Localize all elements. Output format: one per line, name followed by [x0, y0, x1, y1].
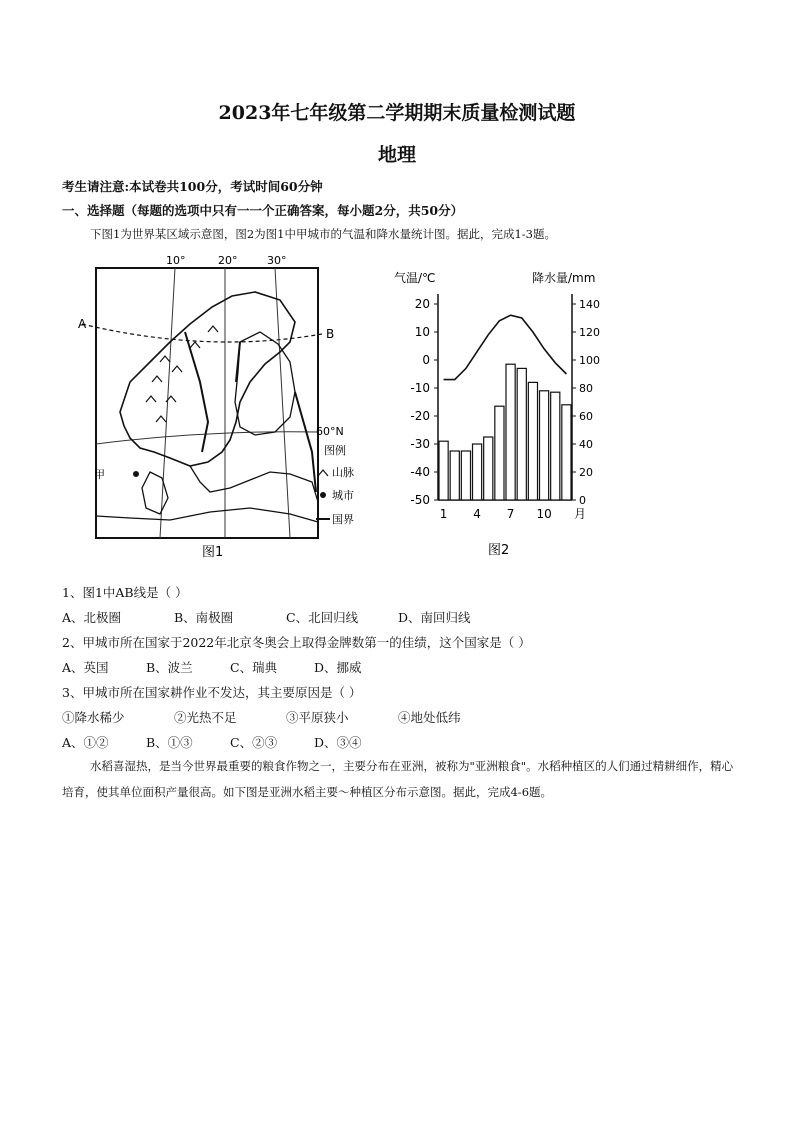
denmark-outline [142, 472, 168, 514]
legend-border-label: 国界 [332, 513, 354, 526]
temp-tick-label: 0 [422, 353, 430, 367]
q3-statement-4: ④地处低纬 [398, 710, 461, 725]
temp-tick-label: -50 [410, 493, 430, 507]
question-1-options [62, 608, 471, 626]
scandinavia-coast [120, 292, 295, 466]
lon-label-20: 20° [218, 254, 238, 267]
ab-line [82, 324, 322, 342]
month-tick-label: 7 [506, 507, 515, 521]
map-frame [96, 268, 318, 538]
precip-bar [461, 451, 470, 500]
exam-title: 2023年七年级第二学期期末质量检测试题 [218, 102, 576, 124]
precip-tick-label: 20 [579, 466, 593, 479]
baltic-coast [190, 466, 318, 502]
figure2-caption: 图2 [488, 543, 510, 558]
exam-notice: 考生请注意:本试卷共100分，考试时间60分钟 [62, 179, 323, 194]
precip-bar [551, 392, 560, 500]
question-2-options [62, 658, 362, 676]
figure1-caption: 图1 [202, 545, 224, 560]
temp-tick-label: -20 [410, 409, 430, 423]
lat-label-60n: 60°N [316, 425, 344, 438]
legend-city-icon [320, 492, 326, 498]
legend-title: 图例 [324, 444, 346, 457]
label-a: A [78, 317, 87, 331]
temp-axis-label: 气温/℃ [394, 271, 436, 285]
temp-tick-label: -40 [410, 465, 430, 479]
precip-bar [506, 364, 515, 500]
precip-bar [495, 406, 504, 500]
section-intro: 下图1为世界某区域示意图，图2为图1中甲城市的气温和降水量统计图。据此，完成1-3题。 [90, 227, 556, 241]
question-2-stem: 2、甲城市所在国家于2022年北京冬奥会上取得金牌数第一的佳绩，这个国家是（ ） [62, 635, 531, 650]
rice-passage: 水稻喜湿热，是当今世界最重要的粮食作物之一，主要分布在亚洲，被称为"亚洲粮食"。水稻种植区的人们通过精耕细作，精心培育，使其单位面积产量很高。如下图是亚洲水稻主要～种植区分布示意图。据此，完成4-6题。 [62, 759, 734, 799]
legend-city-label: 城市 [332, 489, 354, 502]
temp-tick-label: 20 [414, 297, 430, 311]
precip-bar [484, 437, 493, 500]
precip-tick-label: 140 [579, 298, 600, 311]
precip-bar [528, 382, 537, 500]
q1-option-b[interactable]: B、南极圈 [174, 610, 234, 625]
finland-outline [235, 332, 295, 435]
question-3-options [62, 733, 362, 751]
precip-bar [562, 405, 571, 500]
precip-tick-label: 60 [579, 410, 593, 423]
city-jia-label: 甲 [94, 468, 105, 481]
figure1-map [78, 252, 390, 562]
precip-bar [540, 391, 549, 500]
precip-bar [517, 368, 526, 500]
legend-mountain-icon [318, 470, 328, 476]
question-3-statements [62, 708, 461, 726]
meridian-30 [275, 268, 290, 538]
precip-tick-label: 40 [579, 438, 593, 451]
q3-statement-1: ①降水稀少 [62, 710, 125, 725]
lon-label-30: 30° [267, 254, 287, 267]
precip-bar [473, 444, 482, 500]
temp-tick-label: 10 [414, 325, 430, 339]
month-tick-label: 4 [473, 507, 481, 521]
q1-option-c[interactable]: C、北回归线 [286, 610, 359, 625]
q3-option-c[interactable]: C、②③ [230, 735, 278, 750]
q2-option-a[interactable]: A、英国 [62, 660, 109, 675]
city-jia [133, 471, 139, 477]
precip-tick-label: 120 [579, 326, 600, 339]
q3-statement-3: ③平原狭小 [286, 710, 349, 725]
lon-label-10: 10° [166, 254, 186, 267]
month-tick-label: 1 [439, 507, 448, 521]
question-1-stem: 1、图1中AB线是（ ） [62, 585, 188, 600]
precip-axis-label: 降水量/mm [532, 271, 596, 285]
q3-option-b[interactable]: B、①③ [146, 735, 193, 750]
temp-tick-label: -30 [410, 437, 430, 451]
q3-option-d[interactable]: D、③④ [314, 735, 362, 750]
temperature-line [444, 315, 567, 379]
q2-option-d[interactable]: D、挪威 [314, 660, 362, 675]
precip-bar [439, 441, 448, 500]
precip-tick-label: 0 [579, 494, 586, 507]
label-b: B [326, 327, 335, 341]
section-heading: 一、选择题（每题的选项中只有一一个正确答案，每小题2分，共50分） [62, 203, 464, 218]
month-unit-label: 月 [574, 507, 587, 521]
precip-tick-label: 100 [579, 354, 600, 367]
q3-option-a[interactable]: A、①② [62, 735, 109, 750]
subject-title: 地理 [377, 144, 416, 166]
month-tick-label: 10 [536, 507, 552, 521]
continent-coast [96, 508, 318, 522]
precip-tick-label: 80 [579, 382, 593, 395]
q1-option-d[interactable]: D、南回归线 [398, 610, 471, 625]
q3-statement-2: ②光热不足 [174, 710, 237, 725]
q2-option-c[interactable]: C、瑞典 [230, 660, 278, 675]
figure2-climate-chart [392, 264, 644, 564]
precip-bar [450, 451, 459, 500]
temp-tick-label: -10 [410, 381, 430, 395]
q1-option-a[interactable]: A、北极圈 [62, 610, 122, 625]
legend-mountain-label: 山脉 [332, 466, 354, 479]
q2-option-b[interactable]: B、波兰 [146, 660, 193, 675]
question-3-stem: 3、甲城市所在国家耕作业不发达，其主要原因是（ ） [62, 685, 362, 700]
